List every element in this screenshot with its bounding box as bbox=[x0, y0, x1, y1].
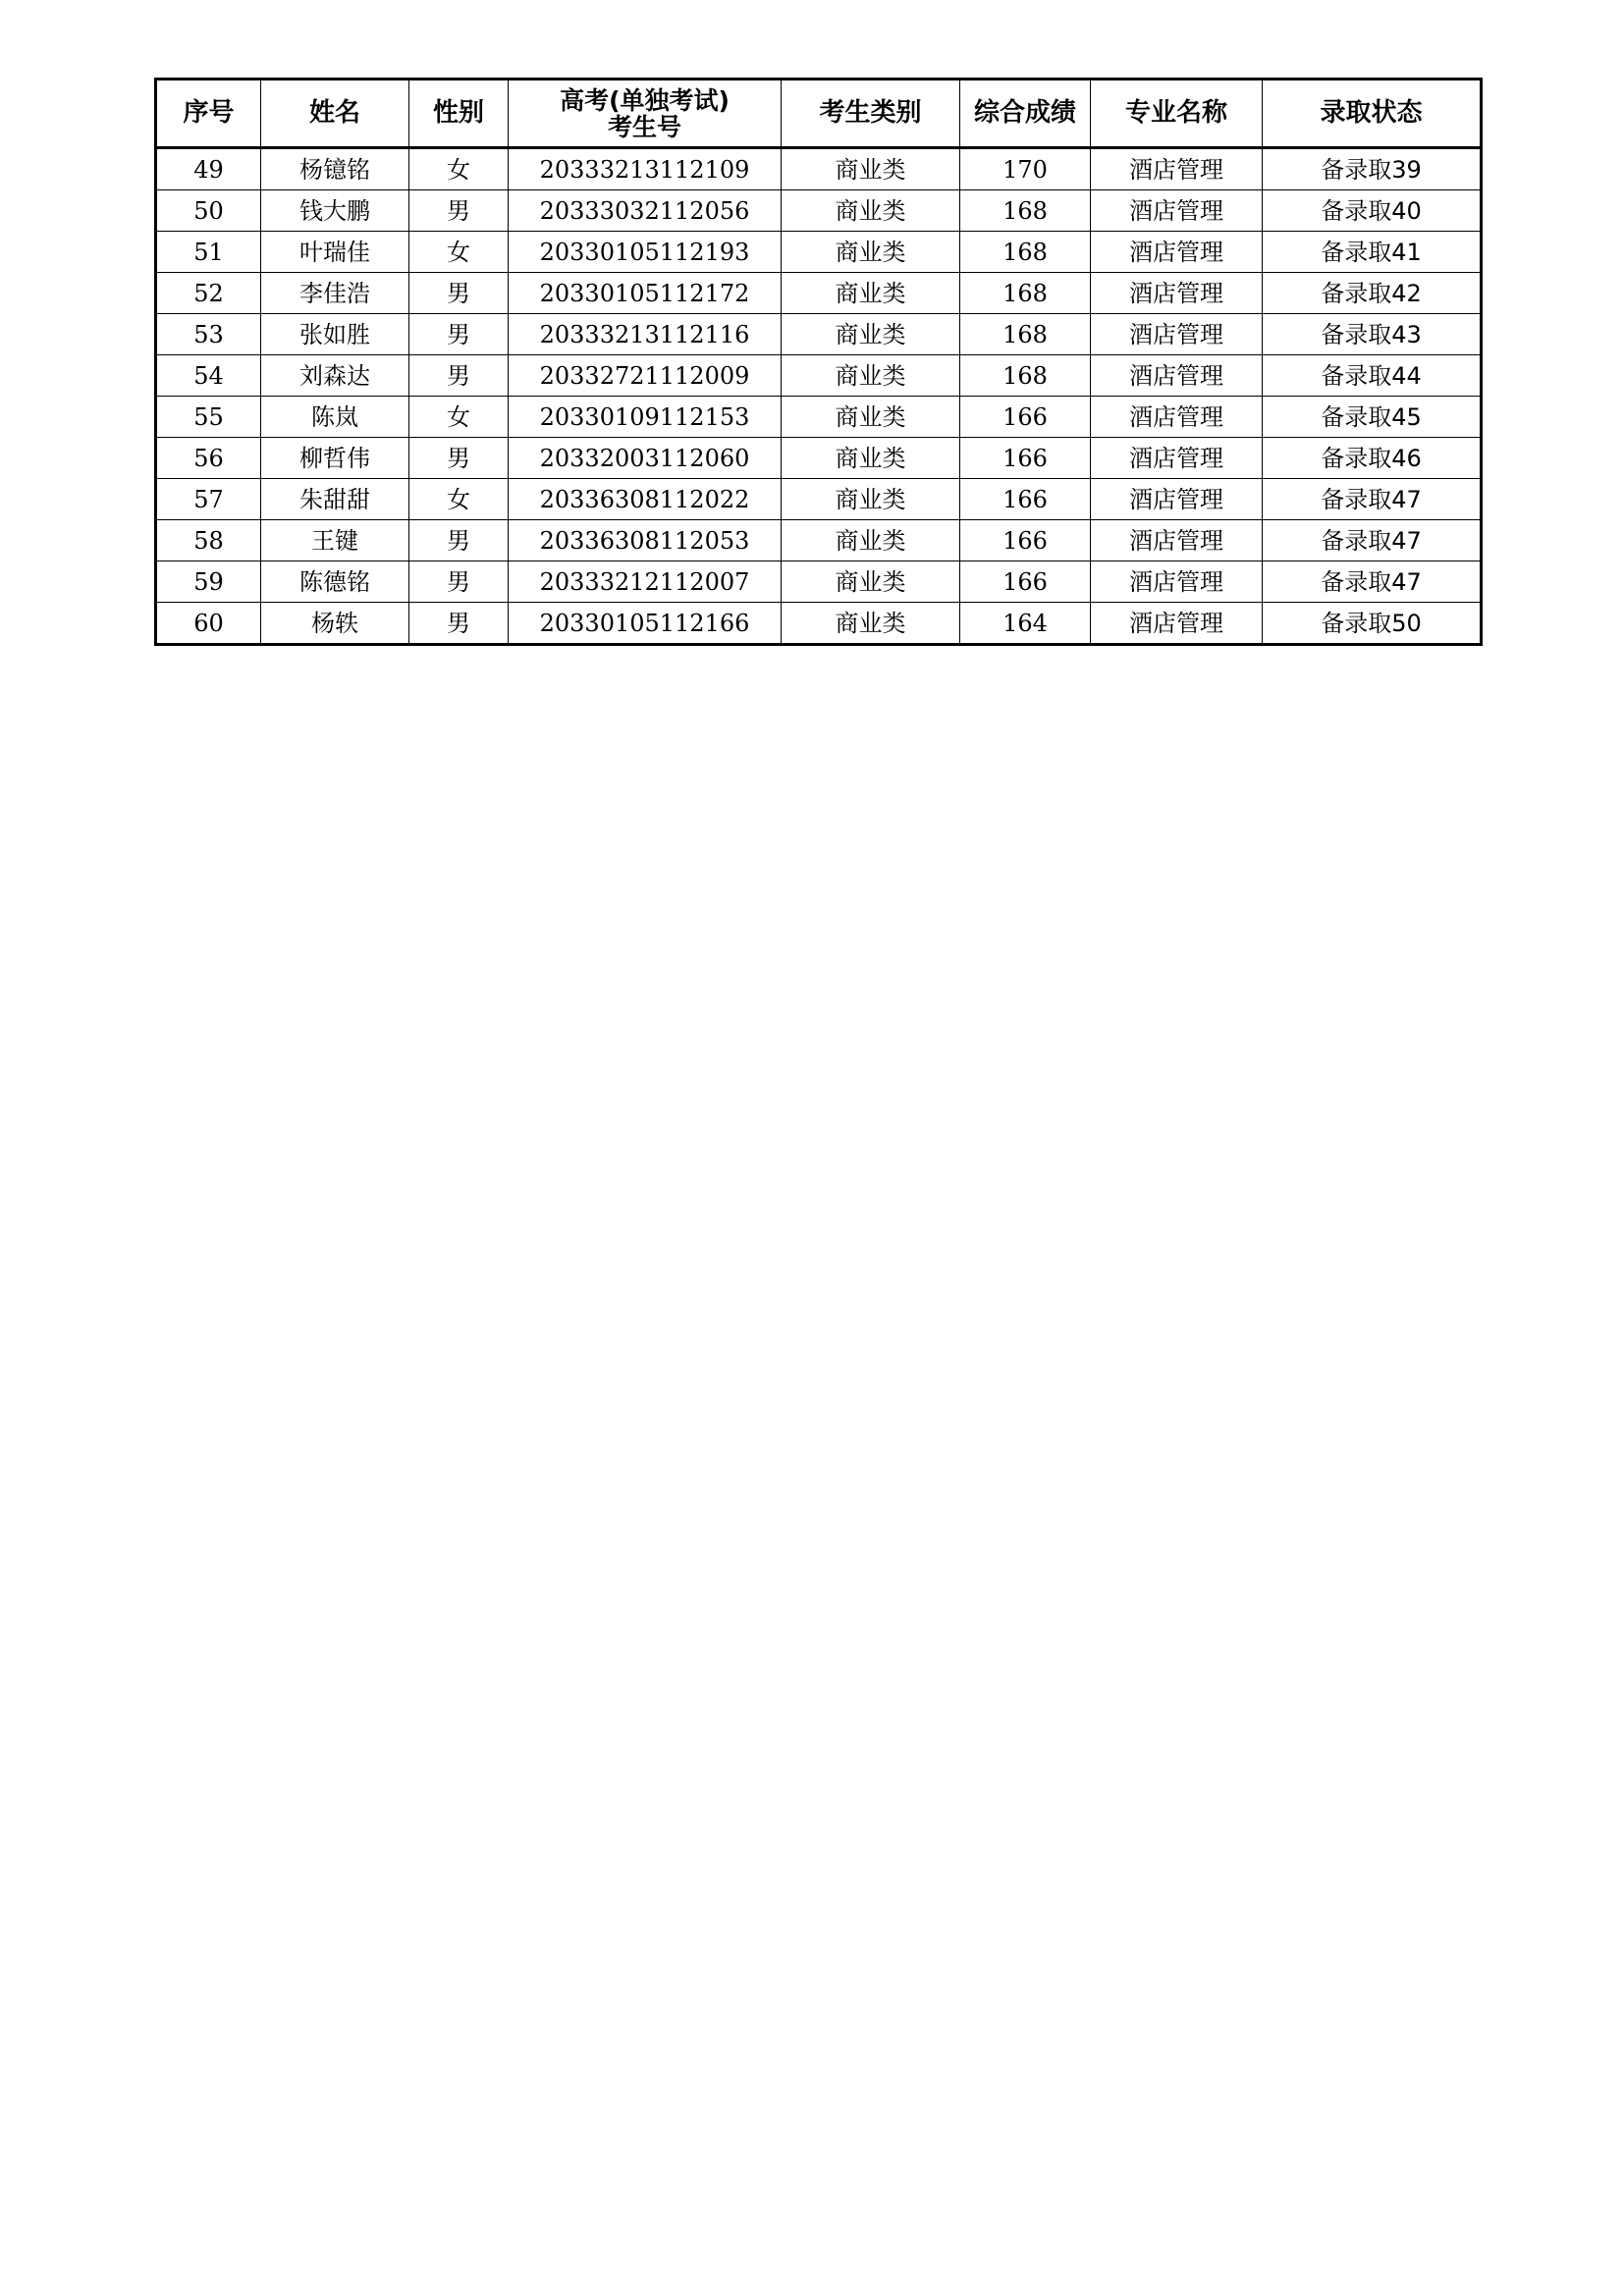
cell-exam-id: 20333032112056 bbox=[509, 190, 782, 232]
cell-category: 商业类 bbox=[782, 561, 960, 603]
cell-major: 酒店管理 bbox=[1091, 397, 1263, 438]
table-row bbox=[156, 397, 1482, 438]
cell-category: 商业类 bbox=[782, 232, 960, 273]
header-status: 录取状态 bbox=[1263, 80, 1482, 148]
cell-name: 钱大鹏 bbox=[261, 190, 409, 232]
cell-seq: 51 bbox=[156, 232, 261, 273]
cell-gender: 男 bbox=[409, 520, 509, 561]
cell-major: 酒店管理 bbox=[1091, 438, 1263, 479]
cell-gender: 男 bbox=[409, 190, 509, 232]
cell-status: 备录取44 bbox=[1263, 355, 1482, 397]
table-row bbox=[156, 520, 1482, 561]
cell-exam-id: 20336308112022 bbox=[509, 479, 782, 520]
cell-category: 商业类 bbox=[782, 438, 960, 479]
cell-exam-id: 20333212112007 bbox=[509, 561, 782, 603]
table-row bbox=[156, 190, 1482, 232]
header-gender: 性别 bbox=[409, 80, 509, 148]
table-row bbox=[156, 355, 1482, 397]
header-exam-id-line2: 考生号 bbox=[607, 112, 681, 141]
cell-status: 备录取47 bbox=[1263, 479, 1482, 520]
cell-major: 酒店管理 bbox=[1091, 314, 1263, 355]
cell-seq: 54 bbox=[156, 355, 261, 397]
cell-status: 备录取46 bbox=[1263, 438, 1482, 479]
cell-status: 备录取45 bbox=[1263, 397, 1482, 438]
cell-exam-id: 20332003112060 bbox=[509, 438, 782, 479]
table-row bbox=[156, 232, 1482, 273]
cell-exam-id: 20333213112109 bbox=[509, 148, 782, 190]
cell-name: 李佳浩 bbox=[261, 273, 409, 314]
cell-major: 酒店管理 bbox=[1091, 479, 1263, 520]
cell-category: 商业类 bbox=[782, 314, 960, 355]
table-row bbox=[156, 273, 1482, 314]
cell-category: 商业类 bbox=[782, 355, 960, 397]
cell-score: 166 bbox=[960, 520, 1091, 561]
table-row bbox=[156, 603, 1482, 645]
cell-status: 备录取47 bbox=[1263, 520, 1482, 561]
cell-exam-id: 20330105112166 bbox=[509, 603, 782, 645]
cell-gender: 男 bbox=[409, 438, 509, 479]
table-row bbox=[156, 148, 1482, 190]
cell-score: 168 bbox=[960, 232, 1091, 273]
header-score: 综合成绩 bbox=[960, 80, 1091, 148]
cell-name: 叶瑞佳 bbox=[261, 232, 409, 273]
cell-exam-id: 20336308112053 bbox=[509, 520, 782, 561]
cell-status: 备录取47 bbox=[1263, 561, 1482, 603]
table-body bbox=[156, 148, 1482, 645]
cell-gender: 男 bbox=[409, 355, 509, 397]
cell-exam-id: 20330105112193 bbox=[509, 232, 782, 273]
cell-gender: 女 bbox=[409, 479, 509, 520]
cell-exam-id: 20330109112153 bbox=[509, 397, 782, 438]
cell-gender: 女 bbox=[409, 232, 509, 273]
table-row bbox=[156, 314, 1482, 355]
table-row bbox=[156, 479, 1482, 520]
cell-gender: 男 bbox=[409, 314, 509, 355]
header-name: 姓名 bbox=[261, 80, 409, 148]
cell-exam-id: 20330105112172 bbox=[509, 273, 782, 314]
cell-seq: 50 bbox=[156, 190, 261, 232]
cell-seq: 58 bbox=[156, 520, 261, 561]
cell-score: 168 bbox=[960, 273, 1091, 314]
cell-name: 刘森达 bbox=[261, 355, 409, 397]
cell-score: 168 bbox=[960, 355, 1091, 397]
header-major: 专业名称 bbox=[1091, 80, 1263, 148]
cell-status: 备录取50 bbox=[1263, 603, 1482, 645]
cell-exam-id: 20333213112116 bbox=[509, 314, 782, 355]
cell-status: 备录取42 bbox=[1263, 273, 1482, 314]
cell-gender: 女 bbox=[409, 397, 509, 438]
cell-seq: 49 bbox=[156, 148, 261, 190]
cell-name: 杨镱铭 bbox=[261, 148, 409, 190]
cell-score: 164 bbox=[960, 603, 1091, 645]
cell-major: 酒店管理 bbox=[1091, 561, 1263, 603]
cell-name: 朱甜甜 bbox=[261, 479, 409, 520]
cell-gender: 男 bbox=[409, 561, 509, 603]
cell-major: 酒店管理 bbox=[1091, 603, 1263, 645]
cell-status: 备录取41 bbox=[1263, 232, 1482, 273]
cell-name: 陈德铭 bbox=[261, 561, 409, 603]
cell-exam-id: 20332721112009 bbox=[509, 355, 782, 397]
cell-category: 商业类 bbox=[782, 603, 960, 645]
cell-seq: 59 bbox=[156, 561, 261, 603]
cell-name: 王键 bbox=[261, 520, 409, 561]
cell-name: 杨轶 bbox=[261, 603, 409, 645]
cell-category: 商业类 bbox=[782, 520, 960, 561]
cell-category: 商业类 bbox=[782, 190, 960, 232]
cell-category: 商业类 bbox=[782, 148, 960, 190]
header-category: 考生类别 bbox=[782, 80, 960, 148]
cell-major: 酒店管理 bbox=[1091, 232, 1263, 273]
cell-category: 商业类 bbox=[782, 397, 960, 438]
cell-status: 备录取40 bbox=[1263, 190, 1482, 232]
cell-score: 166 bbox=[960, 479, 1091, 520]
cell-major: 酒店管理 bbox=[1091, 355, 1263, 397]
table-row bbox=[156, 438, 1482, 479]
cell-seq: 57 bbox=[156, 479, 261, 520]
cell-score: 166 bbox=[960, 438, 1091, 479]
cell-name: 陈岚 bbox=[261, 397, 409, 438]
cell-major: 酒店管理 bbox=[1091, 520, 1263, 561]
cell-gender: 女 bbox=[409, 148, 509, 190]
cell-name: 柳哲伟 bbox=[261, 438, 409, 479]
cell-seq: 53 bbox=[156, 314, 261, 355]
cell-seq: 52 bbox=[156, 273, 261, 314]
cell-seq: 56 bbox=[156, 438, 261, 479]
cell-gender: 男 bbox=[409, 273, 509, 314]
cell-score: 168 bbox=[960, 190, 1091, 232]
cell-major: 酒店管理 bbox=[1091, 148, 1263, 190]
cell-major: 酒店管理 bbox=[1091, 273, 1263, 314]
cell-name: 张如胜 bbox=[261, 314, 409, 355]
header-exam-id-line1: 高考(单独考试) bbox=[560, 85, 730, 115]
admission-table bbox=[154, 78, 1483, 646]
header-row bbox=[156, 80, 1482, 148]
cell-score: 166 bbox=[960, 561, 1091, 603]
cell-status: 备录取43 bbox=[1263, 314, 1482, 355]
header-seq: 序号 bbox=[156, 80, 261, 148]
cell-major: 酒店管理 bbox=[1091, 190, 1263, 232]
header-exam-id bbox=[509, 80, 782, 148]
cell-score: 170 bbox=[960, 148, 1091, 190]
table-row bbox=[156, 561, 1482, 603]
table-header bbox=[156, 80, 1482, 148]
cell-seq: 60 bbox=[156, 603, 261, 645]
cell-category: 商业类 bbox=[782, 273, 960, 314]
cell-seq: 55 bbox=[156, 397, 261, 438]
cell-category: 商业类 bbox=[782, 479, 960, 520]
cell-gender: 男 bbox=[409, 603, 509, 645]
cell-status: 备录取39 bbox=[1263, 148, 1482, 190]
cell-score: 166 bbox=[960, 397, 1091, 438]
cell-score: 168 bbox=[960, 314, 1091, 355]
